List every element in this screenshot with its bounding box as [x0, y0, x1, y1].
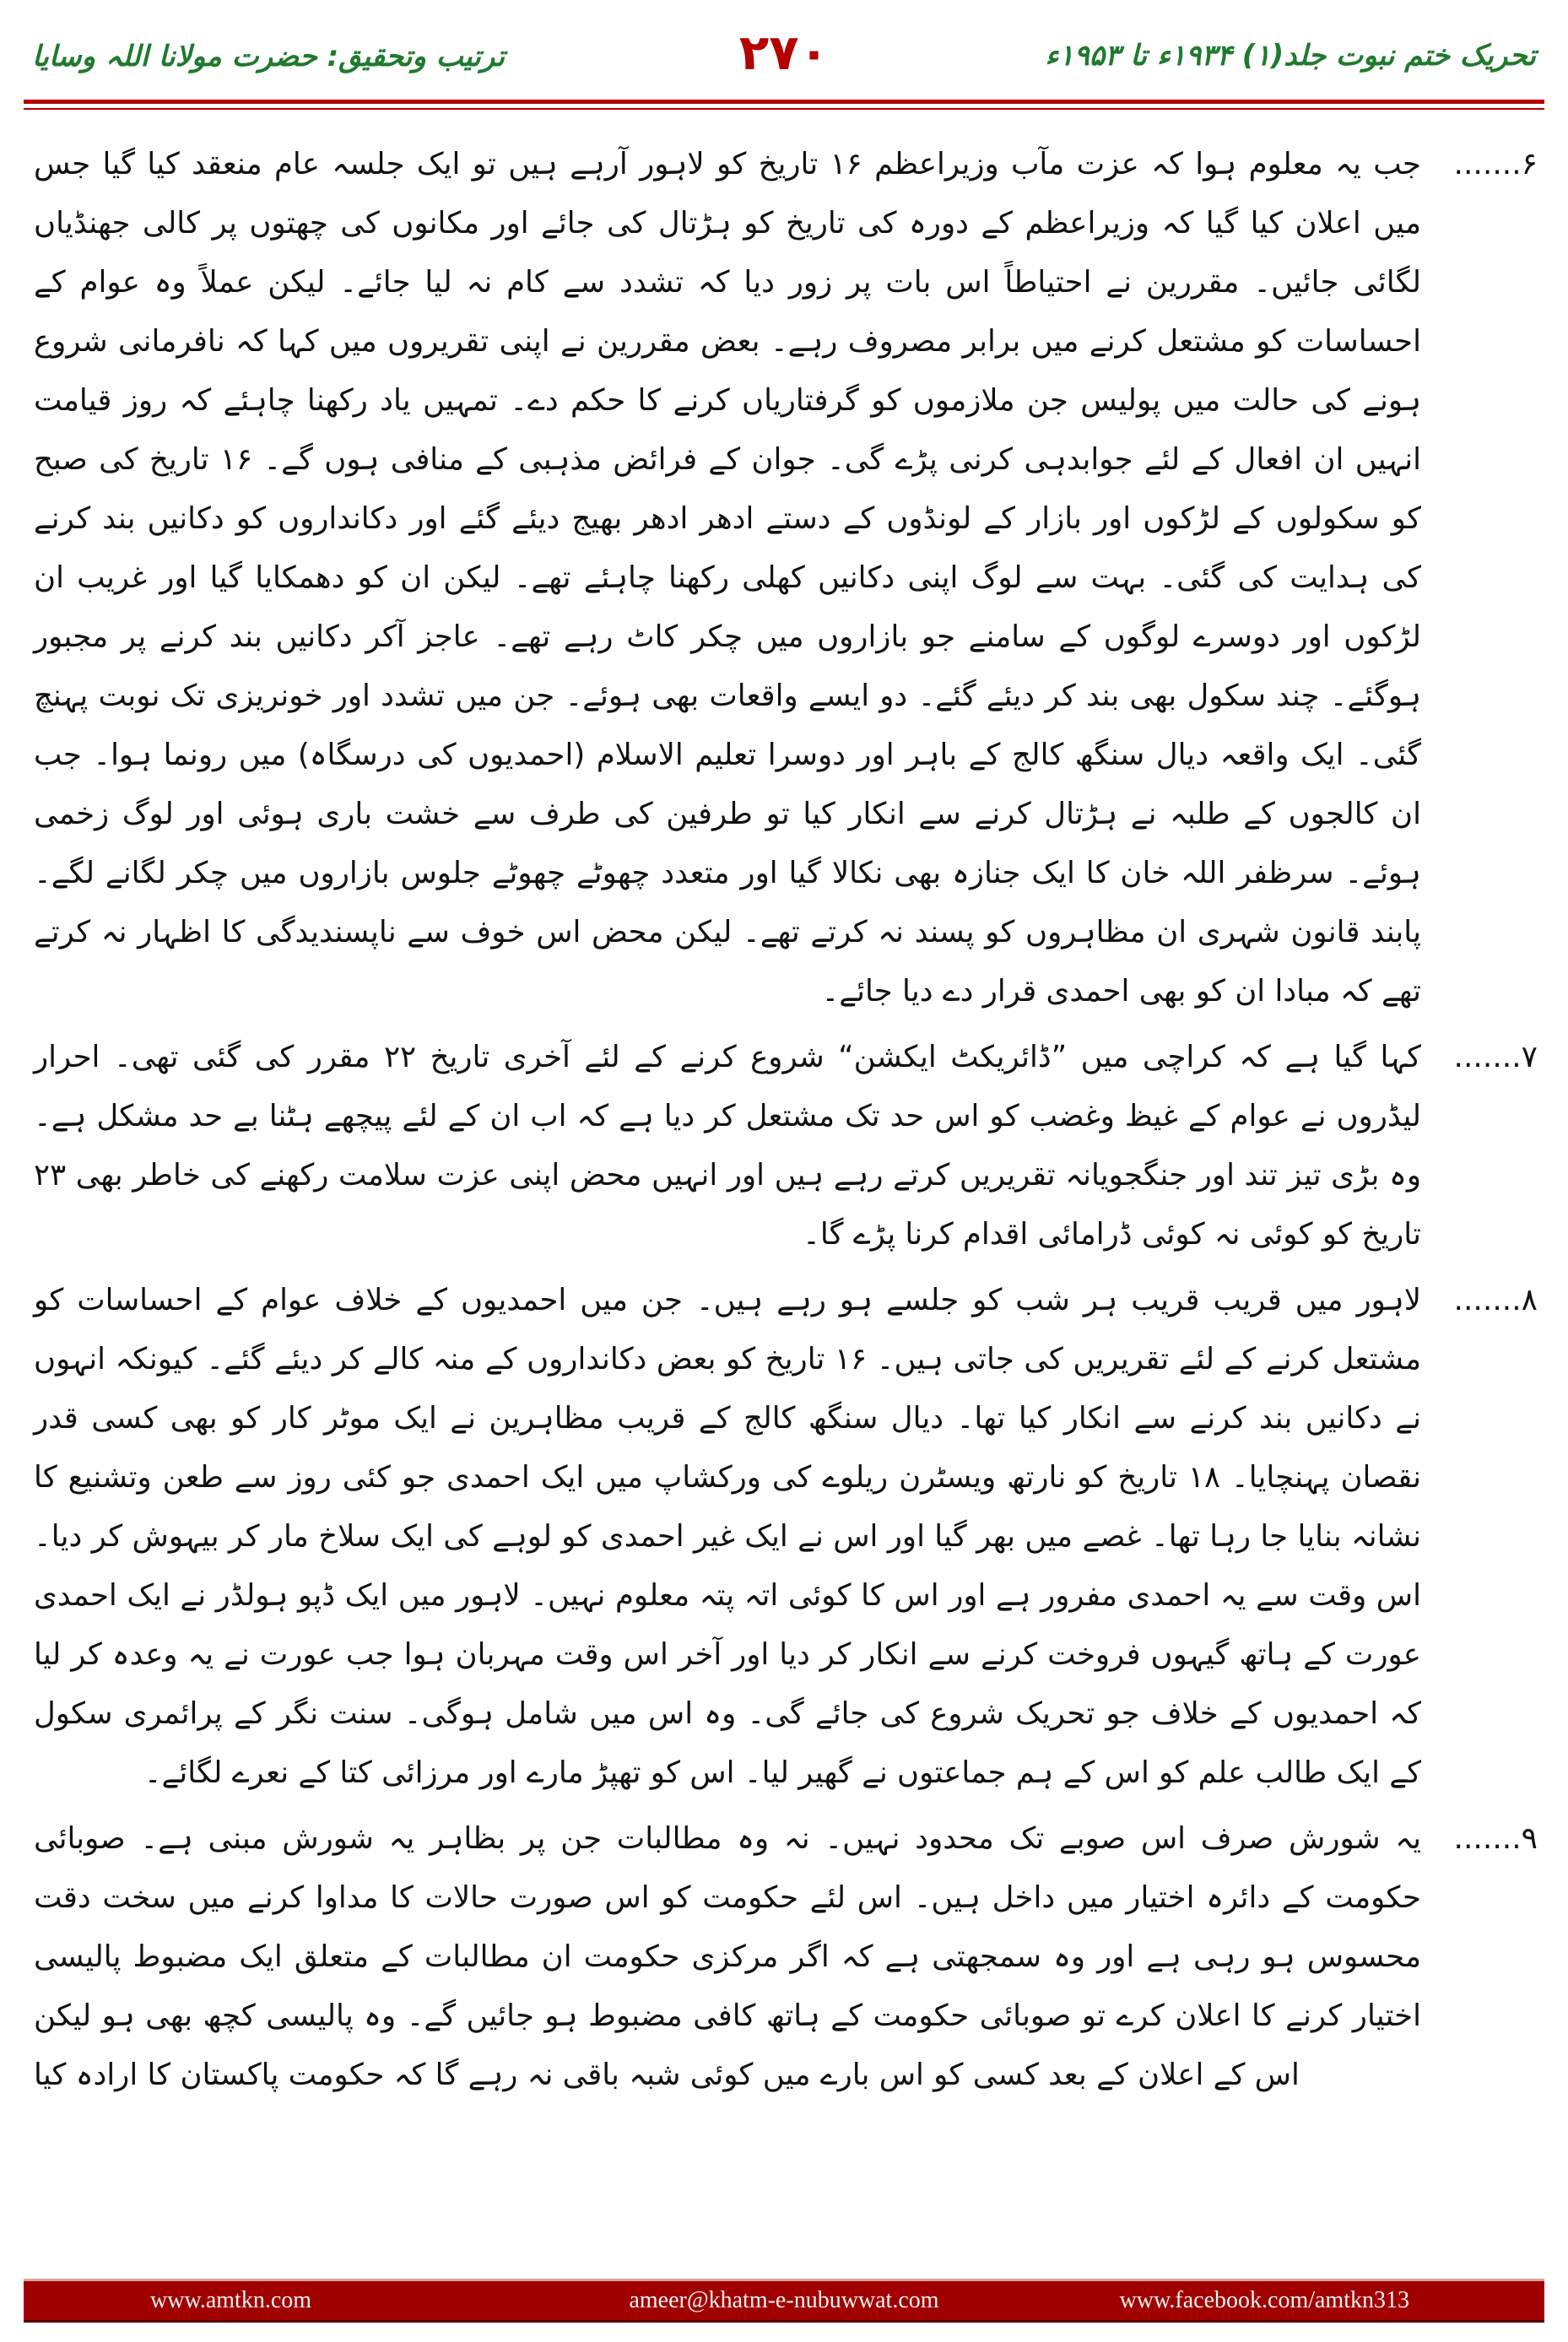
paragraph-8	[34, 1271, 1538, 1803]
book-title: تحریک ختم نبوت جلد(۱) ۱۹۳۴ء تا ۱۹۵۳ء	[1045, 39, 1536, 73]
paragraph-number: ۹.......	[1453, 1821, 1538, 1856]
header-rule	[24, 100, 1544, 104]
page-body	[34, 135, 1538, 2112]
website-link[interactable]: www.amtkn.com	[150, 2287, 312, 2313]
paragraph-text: یہ شورش صرف اس صوبے تک محدود نہیں۔ نہ وہ مطالبات جن پر بظاہر یہ شورش مبنی ہے۔ صوبائی حکومت کے دائرہ اختیار میں داخل ہیں۔ اس لئے حکومت کو اس صورت حالات کا مداوا کرنے میں سخت دقت محسوس ہو رہی ہے اور وہ سمجھتی ہے کہ اگر مرکزی حکومت ان مطالبات کے متعلق ایک مضبوط پالیسی اختیار کرنے کا اعلان کرے تو صوبائی حکومت کے ہاتھ کافی مضبوط ہو جائیں گے۔ وہ پالیسی کچھ بھی ہو لیکن اس کے اعلان کے بعد کسی کو اس بارے میں کوئی شبہ باقی نہ رہے گا کہ حکومت پاکستان کا ارادہ کیا	[34, 1821, 1421, 2092]
page-header	[24, 19, 1544, 111]
paragraph-text: لاہور میں قریب قریب ہر شب کو جلسے ہو رہے ہیں۔ جن میں احمدیوں کے خلاف عوام کے احساسات کو مشتعل کرنے کے لئے تقریریں کی جاتی ہیں۔ ۱۶ تاریخ کو بعض دکانداروں کے منہ کالے کر دیئے گئے۔ کیونکہ انہوں نے دکانیں بند کرنے سے انکار کیا تھا۔ دیال سنگھ کالج کے قریب مظاہرین نے ایک موٹر کار کو بھی کسی قدر نقصان پہنچایا۔ ۱۸ تاریخ کو نارتھ ویسٹرن ریلوے کی ورکشاپ میں ایک احمدی جو کئی روز سے طعن وتشنیع کا نشانہ بنایا جا رہا تھا۔ غصے میں بھر گیا اور اس نے ایک غیر احمدی کو لوہے کی ایک سلاخ مار کر بیہوش کر دیا۔ اس وقت سے یہ احمدی مفرور ہے اور اس کا کوئی اتہ پتہ معلوم نہیں۔ لاہور میں ایک ڈپو ہولڈر نے ایک احمدی عورت کے ہاتھ گیہوں فروخت کرنے سے انکار کر دیا اور آخر اس وقت مہربان ہوا جب عورت نے یہ وعدہ کر لیا کہ احمدیوں کے خلاف جو تحریک شروع کی جائے گی۔ وہ اس میں شامل ہوگی۔ سنت نگر کے پرائمری سکول کے ایک طالب علم کو اس کے ہم جماعتوں نے گھیر لیا۔ اس کو تھپڑ مارے اور مرزائی کتا کے نعرے لگائے۔	[34, 1283, 1421, 1790]
page-number: ۲۷۰	[738, 24, 830, 81]
paragraph-7	[34, 1028, 1538, 1264]
email-link[interactable]: ameer@khatm-e-nubuwwat.com	[629, 2287, 939, 2313]
paragraph-number: ۶.......	[1453, 147, 1538, 181]
header-rule-thin	[24, 108, 1544, 110]
paragraph-number: ۷.......	[1453, 1040, 1538, 1074]
paragraph-text: کہا گیا ہے کہ کراچی میں ”ڈائریکٹ ایکشن“ شروع کرنے کے لئے آخری تاریخ ۲۲ مقرر کی گئی تھی۔ احرار لیڈروں نے عوام کے غیظ وغضب کو اس حد تک مشتعل کر دیا ہے کہ اب ان کے لئے پیچھے ہٹنا بے حد مشکل ہے۔ وہ بڑی تیز تند اور جنگجویانہ تقریریں کرتے رہے ہیں اور انہیں محض اپنی عزت سلامت رکھنے کی خاطر بھی ۲۳ تاریخ کو کوئی نہ کوئی ڈرامائی اقدام کرنا پڑے گا۔	[34, 1040, 1421, 1252]
compiler-credit: ترتیب وتحقیق: حضرت مولانا اللہ وسایا	[32, 40, 506, 73]
paragraph-text: جب یہ معلوم ہوا کہ عزت مآب وزیراعظم ۱۶ تاریخ کو لاہور آرہے ہیں تو ایک جلسہ عام منعقد کیا گیا جس میں اعلان کیا گیا کہ وزیراعظم کے دورہ کی تاریخ کو ہڑتال کی جائے اور مکانوں کی چھتوں پر کالی جھنڈیاں لگائی جائیں۔ مقررین نے احتیاطاً اس بات پر زور دیا کہ تشدد سے کام نہ لیا جائے۔ لیکن عملاً وہ عوام کے احساسات کو مشتعل کرنے میں برابر مصروف رہے۔ بعض مقررین نے اپنی تقریروں میں کہا کہ نافرمانی شروع ہونے کی حالت میں پولیس جن ملازموں کو گرفتاریاں کرنے کا حکم دے۔ تمہیں یاد رکھنا چاہئے کہ روز قیامت انہیں ان افعال کے لئے جوابدہی کرنی پڑے گی۔ جوان کے فرائض مذہبی کے منافی ہوں گے۔ ۱۶ تاریخ کی صبح کو سکولوں کے لڑکوں اور بازار کے لونڈوں کے دستے ادھر ادھر بھیج دیئے گئے اور دکانداروں کو دکانیں بند کرنے کی ہدایت کی گئی۔ بہت سے لوگ اپنی دکانیں کھلی رکھنا چاہئے تھے۔ لیکن ان کو دھمکایا گیا اور غریب ان لڑکوں اور دوسرے لوگوں کے سامنے جو بازاروں میں چکر کاٹ رہے تھے۔ عاجز آکر دکانیں بند کرنے پر مجبور ہوگئے۔ چند سکول بھی بند کر دیئے گئے۔ دو ایسے واقعات بھی ہوئے۔ جن میں تشدد اور خونریزی تک نوبت پہنچ گئی۔ ایک واقعہ دیال سنگھ کالج کے باہر اور دوسرا تعلیم الاسلام (احمدیوں کی درسگاہ) میں رونما ہوا۔ جب ان کالجوں کے طلبہ نے ہڑتال کرنے سے انکار کیا تو طرفین کی طرف سے خشت باری ہوئی اور لوگ زخمی ہوئے۔ سرظفر اللہ خان کا ایک جنازہ بھی نکالا گیا اور متعدد چھوٹے چھوٹے جلوس بازاروں میں چکر لگانے لگے۔ پابند قانون شہری ان مظاہروں کو پسند نہ کرتے تھے۔ لیکن محض اس خوف سے ناپسندیدگی کا اظہار نہ کرتے تھے کہ مبادا ان کو بھی احمدی قرار دے دیا جائے۔	[34, 147, 1422, 1009]
page-footer	[24, 2279, 1544, 2323]
paragraph-9	[34, 1809, 1538, 2105]
paragraph-6	[34, 135, 1538, 1021]
paragraph-number: ۸.......	[1453, 1283, 1538, 1317]
facebook-link[interactable]: www.facebook.com/amtkn313	[1119, 2287, 1409, 2313]
